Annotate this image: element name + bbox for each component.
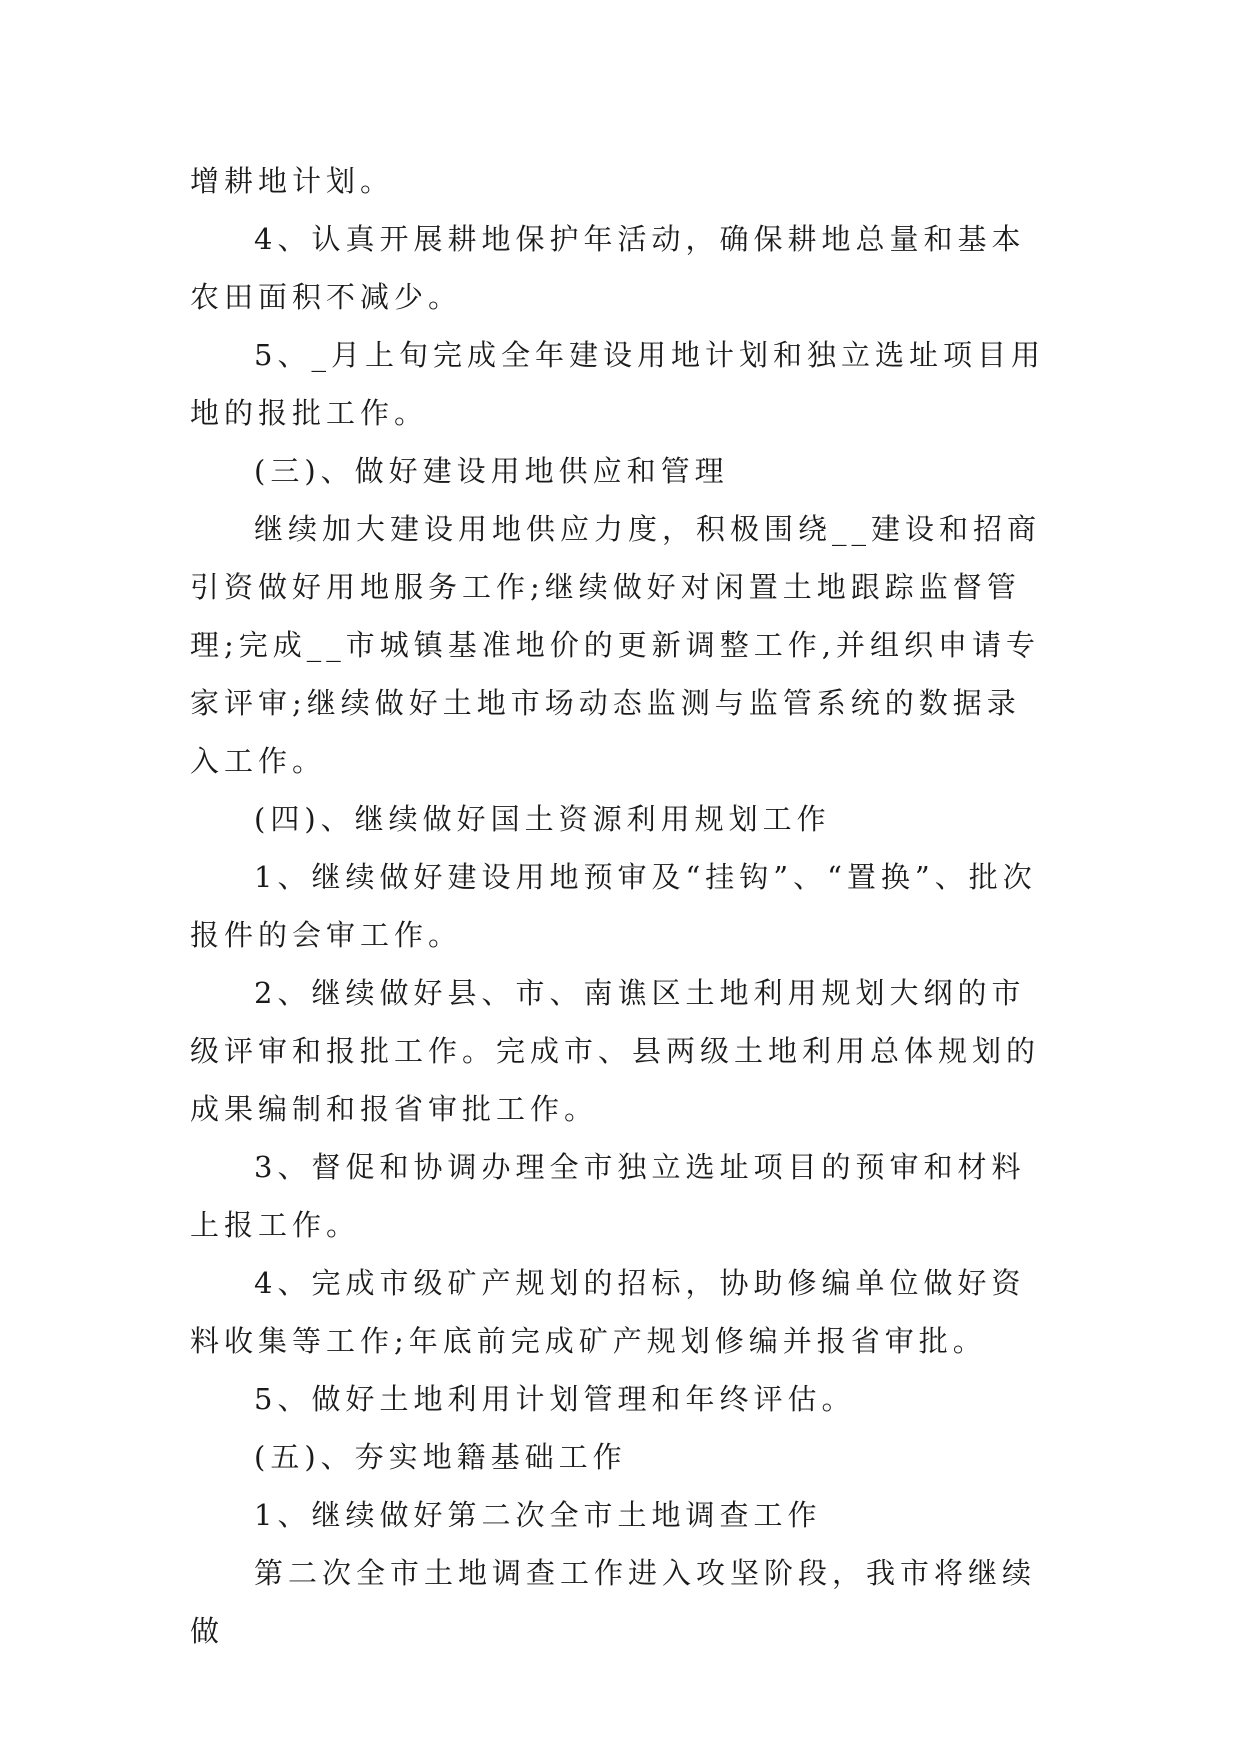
document-body: [190, 152, 1050, 1660]
paragraph: 3、督促和协调办理全市独立选址项目的预审和材料上报工作。: [190, 1150, 1026, 1242]
paragraph: 4、完成市级矿产规划的招标，协助修编单位做好资料收集等工作;年底前完成矿产规划修编并报省审批。: [190, 1266, 1026, 1358]
paragraph: 1、继续做好建设用地预审及“挂钩”、“置换”、批次报件的会审工作。: [190, 860, 1037, 952]
paragraph: 5、_月上旬完成全年建设用地计划和独立选址项目用地的报批工作。: [190, 338, 1045, 430]
paragraph: 4、认真开展耕地保护年活动，确保耕地总量和基本农田面积不减少。: [190, 222, 1026, 314]
paragraph: 2、继续做好县、市、南谯区土地利用规划大纲的市级评审和报批工作。完成市、县两级土地利用总体规划的成果编制和报省审批工作。: [190, 976, 1041, 1126]
section-heading: (四)、继续做好国土资源利用规划工作: [254, 802, 831, 836]
paragraph: 增耕地计划。: [190, 164, 395, 198]
section-heading: (三)、做好建设用地供应和管理: [254, 454, 729, 488]
paragraph: 5、做好土地利用计划管理和年终评估。: [254, 1382, 856, 1416]
paragraph: 第二次全市土地调查工作进入攻坚阶段，我市将继续做: [190, 1556, 1037, 1648]
section-heading: (五)、夯实地籍基础工作: [254, 1440, 627, 1474]
paragraph: 继续加大建设用地供应力度，积极围绕__建设和招商引资做好用地服务工作;继续做好对闲置土地跟踪监督管理;完成__市城镇基准地价的更新调整工作,并组织申请专家评审;继续做好土地市场动态监测与监管系统的数据录入工作。: [190, 512, 1042, 778]
paragraph: 1、继续做好第二次全市土地调查工作: [254, 1498, 822, 1532]
